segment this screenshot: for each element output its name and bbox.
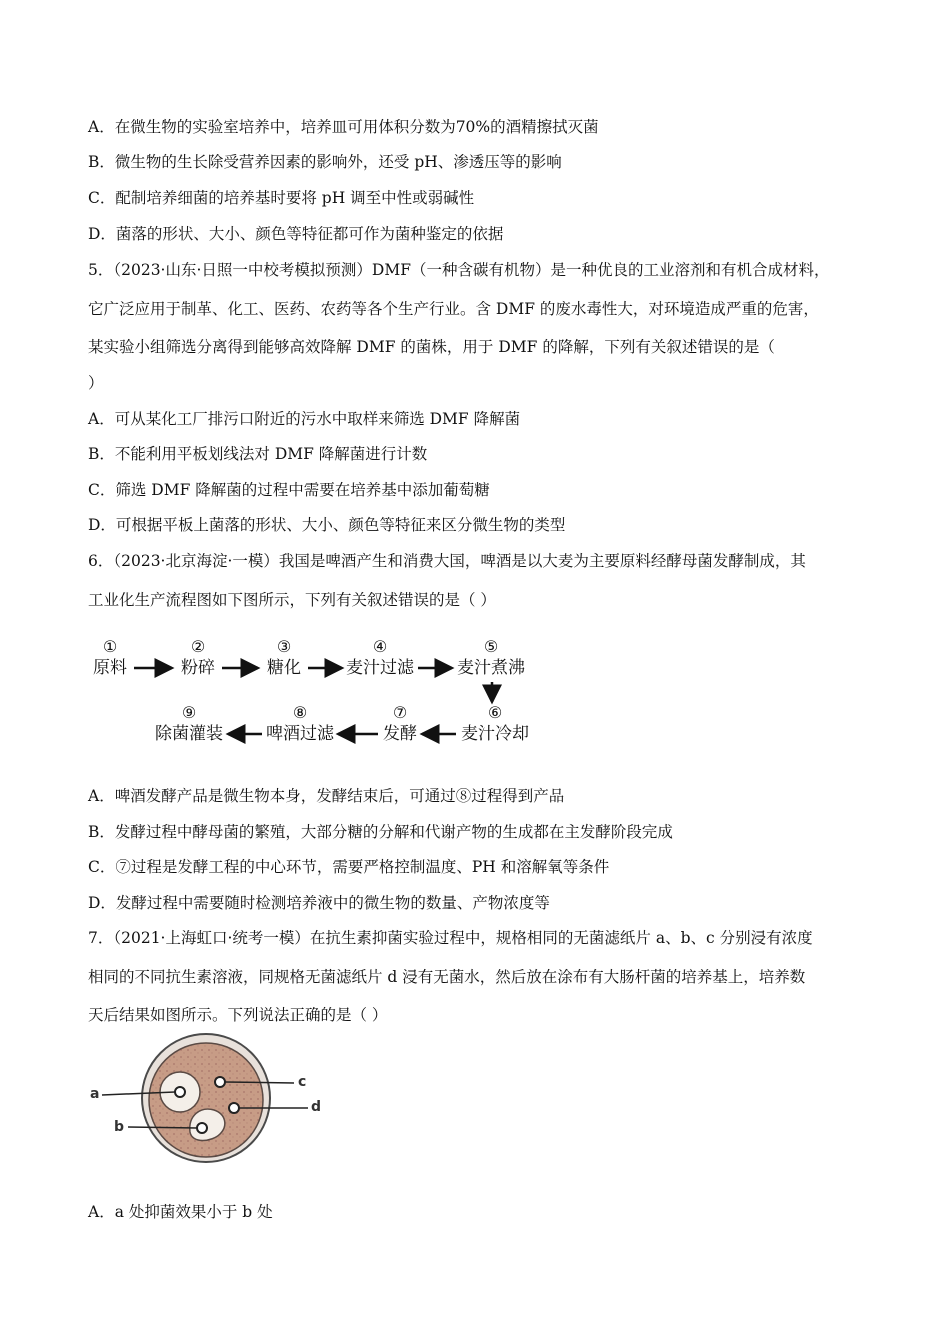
flow-step-1 xyxy=(88,638,132,680)
flow-step-9 xyxy=(152,704,226,746)
q6-option-b: B．发酵过程中酵母菌的繁殖，大部分糖的分解和代谢产物的生成都在主发酵阶段完成 xyxy=(88,823,673,841)
flow-step-9-label: 除菌灌装 xyxy=(155,724,223,744)
q6-option-d: D．发酵过程中需要随时检测培养液中的微生物的数量、产物浓度等 xyxy=(88,894,550,912)
q4-option-d: D．菌落的形状、大小、颜色等特征都可作为菌种鉴定的依据 xyxy=(88,225,504,243)
q7-option-a: A．a 处抑菌效果小于 b 处 xyxy=(88,1203,273,1221)
q6-option-c: C．⑦过程是发酵工程的中心环节，需要严格控制温度、PH 和溶解氧等条件 xyxy=(88,858,610,876)
flow-step-4-num: ④ xyxy=(372,637,388,656)
flow-step-7-num: ⑦ xyxy=(392,703,408,722)
brewing-flowchart xyxy=(88,632,548,754)
flow-step-1-num: ① xyxy=(102,637,118,656)
q5-option-a: A．可从某化工厂排污口附近的污水中取样来筛选 DMF 降解菌 xyxy=(88,410,521,428)
flow-step-5-label: 麦汁煮沸 xyxy=(457,658,525,678)
leader-c xyxy=(225,1082,294,1083)
disk-a xyxy=(175,1087,185,1097)
label-b: b xyxy=(114,1119,125,1135)
label-d: d xyxy=(311,1099,322,1115)
q5-option-c: C．筛选 DMF 降解菌的过程中需要在培养基中添加葡萄糖 xyxy=(88,481,490,499)
q7-stem-line-1: 7．（2021·上海虹口·统考一模）在抗生素抑菌实验过程中，规格相同的无菌滤纸片 a、b、c 分别浸有浓度 xyxy=(88,929,813,947)
q5-option-d: D．可根据平板上菌落的形状、大小、颜色等特征来区分微生物的类型 xyxy=(88,516,566,534)
q7-stem-line-3: 天后结果如图所示。下列说法正确的是（ ） xyxy=(88,1006,388,1024)
flow-step-6-label: 麦汁冷却 xyxy=(461,724,529,744)
flow-step-1-label: 原料 xyxy=(93,658,127,678)
flow-step-7 xyxy=(380,704,420,746)
flow-step-8-num: ⑧ xyxy=(292,703,308,722)
flow-step-3 xyxy=(262,638,306,680)
petri-dish-drawing xyxy=(88,1020,328,1170)
q5-option-b: B．不能利用平板划线法对 DMF 降解菌进行计数 xyxy=(88,445,428,463)
q5-stem-line-1: 5．（2023·山东·日照一中校考模拟预测）DMF（一种含碳有机物）是一种优良的工业溶剂和有机合成材料， xyxy=(88,261,830,279)
leader-b xyxy=(128,1127,197,1128)
flow-step-2-label: 粉碎 xyxy=(181,658,215,678)
q7-stem-line-2: 相同的不同抗生素溶液，同规格无菌滤纸片 d 浸有无菌水，然后放在涂布有大肠杆菌的培养基上，培养数 xyxy=(88,968,806,986)
q6-stem-line-2: 工业化生产流程图如下图所示，下列有关叙述错误的是（ ） xyxy=(88,591,496,609)
disk-d xyxy=(229,1103,239,1113)
flow-step-3-num: ③ xyxy=(276,637,292,656)
q5-stem-line-2: 它广泛应用于制革、化工、医药、农药等各个生产行业。含 DMF 的废水毒性大，对环境造成严重的危害， xyxy=(88,300,819,318)
flow-step-6-num: ⑥ xyxy=(487,703,503,722)
flow-step-4 xyxy=(344,638,416,680)
flow-step-7-label: 发酵 xyxy=(383,724,417,744)
q6-stem-line-1: 6．（2023·北京海淀·一模）我国是啤酒产生和消费大国，啤酒是以大麦为主要原料经酵母菌发酵制成，其 xyxy=(88,552,806,570)
q5-stem-line-3: 某实验小组筛选分离得到能够高效降解 DMF 的菌株，用于 DMF 的降解，下列有关叙述错误的是（ xyxy=(88,338,775,356)
flow-step-4-label: 麦汁过滤 xyxy=(346,658,414,678)
flow-step-9-num: ⑨ xyxy=(181,703,197,722)
q5-stem-line-4: ） xyxy=(88,374,104,392)
label-c: c xyxy=(298,1074,307,1090)
flow-step-2 xyxy=(176,638,220,680)
q4-option-c: C．配制培养细菌的培养基时要将 pH 调至中性或弱碱性 xyxy=(88,189,475,207)
flow-step-5 xyxy=(454,638,528,680)
flow-step-8 xyxy=(264,704,336,746)
q4-option-a: A．在微生物的实验室培养中，培养皿可用体积分数为70%的酒精擦拭灭菌 xyxy=(88,118,599,136)
flow-step-6 xyxy=(458,704,532,746)
disk-c xyxy=(215,1077,225,1087)
q4-option-b: B．微生物的生长除受营养因素的影响外，还受 pH、渗透压等的影响 xyxy=(88,153,562,171)
flow-step-8-label: 啤酒过滤 xyxy=(266,724,334,744)
disk-b xyxy=(197,1123,207,1133)
flow-step-5-num: ⑤ xyxy=(483,637,499,656)
q6-option-a: A．啤酒发酵产品是微生物本身，发酵结束后，可通过⑧过程得到产品 xyxy=(88,787,565,805)
petri-dish-figure xyxy=(88,1020,328,1170)
label-a: a xyxy=(90,1086,100,1102)
flow-step-3-label: 糖化 xyxy=(267,658,301,678)
flow-step-2-num: ② xyxy=(190,637,206,656)
